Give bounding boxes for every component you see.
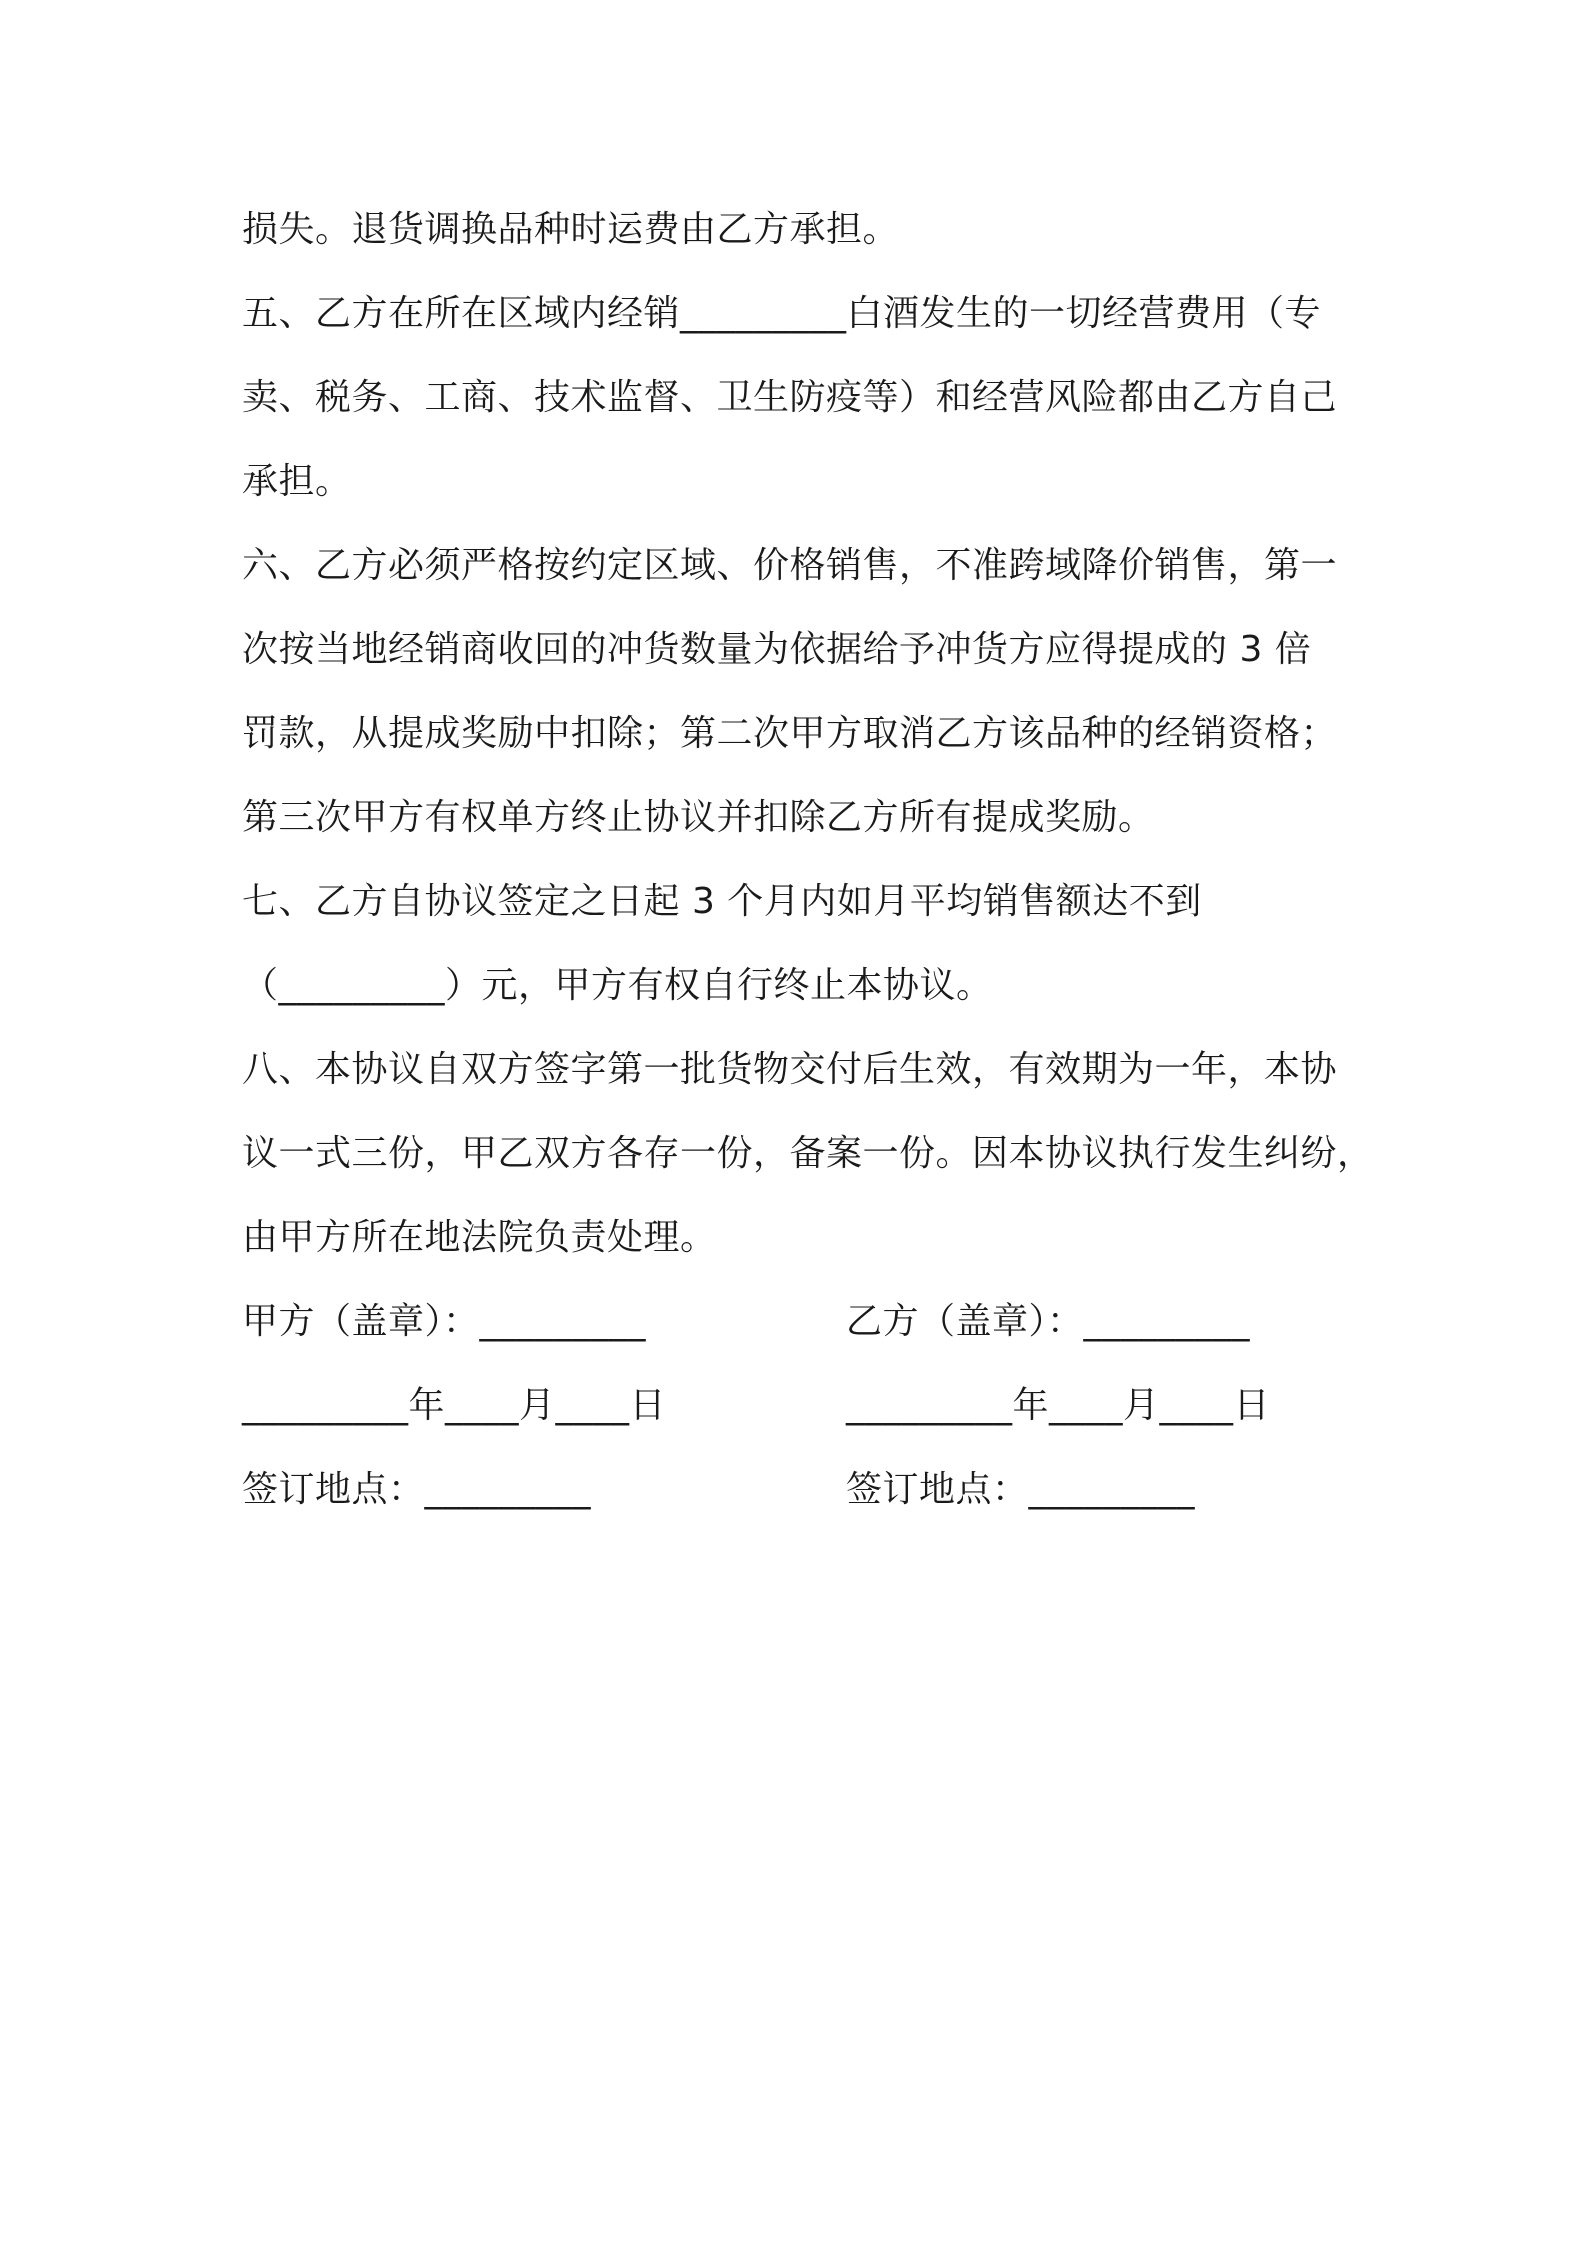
party-b-signing-place: 签订地点：_________ [846,1469,1196,1510]
party-a-signing-place: 签订地点：_________ [242,1469,592,1510]
clause-7-line: 七、乙方自协议签定之日起 3 个月内如月平均销售额达不到 [242,881,1202,922]
clause-6-line: 次按当地经销商收回的冲货数量为依据给予冲货方应得提成的 3 倍 [242,629,1312,670]
clause-8-line: 议一式三份，甲乙双方各存一份，备案一份。因本协议执行发生纠纷， [242,1133,1374,1174]
clause-6-line: 罚款，从提成奖励中扣除；第二次甲方取消乙方该品种的经销资格； [242,713,1338,754]
clause-6-line: 六、乙方必须严格按约定区域、价格销售，不准跨域降价销售，第一 [242,545,1338,586]
clause-5-line: 五、乙方在所在区域内经销_________白酒发生的一切经营费用（专 [242,293,1322,334]
clause-6-line: 第三次甲方有权单方终止协议并扣除乙方所有提成奖励。 [242,797,1155,838]
party-b-seal: 乙方（盖章）：_________ [846,1301,1251,1342]
clause-8-line: 八、本协议自双方签字第一批货物交付后生效，有效期为一年，本协 [242,1049,1338,1090]
clause-text-line: 损失。退货调换品种时运费由乙方承担。 [242,209,900,250]
party-b-date: _________年____月____日 [846,1385,1270,1426]
clause-5-line: 承担。 [242,461,352,502]
party-a-date: _________年____月____日 [242,1385,666,1426]
clause-5-line: 卖、税务、工商、技术监督、卫生防疫等）和经营风险都由乙方自己 [242,377,1338,418]
clause-8-line: 由甲方所在地法院负责处理。 [242,1217,717,1258]
clause-7-line: （_________）元，甲方有权自行终止本协议。 [242,965,993,1006]
party-a-seal: 甲方（盖章）：_________ [242,1301,647,1342]
